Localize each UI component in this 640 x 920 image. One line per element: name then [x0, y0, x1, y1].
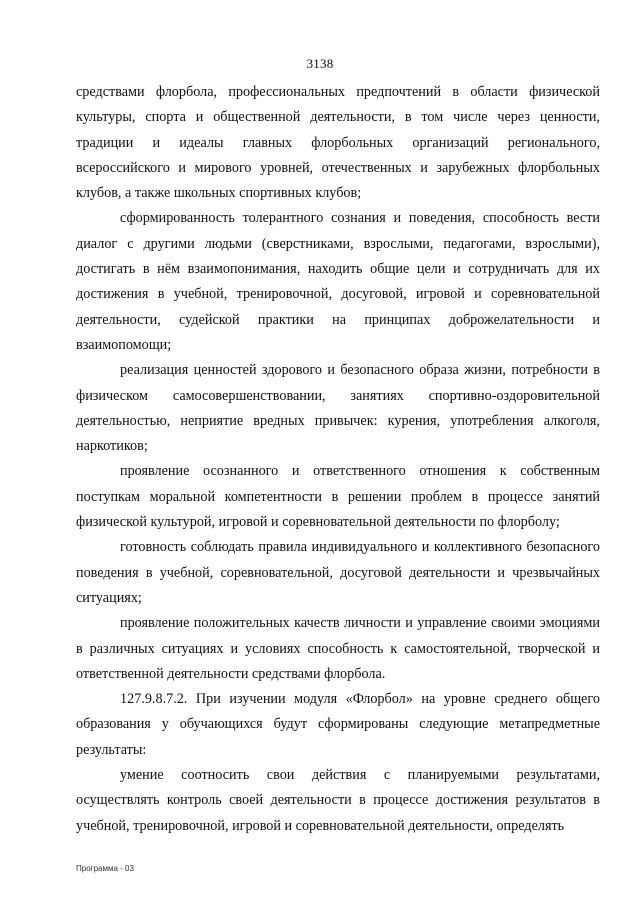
paragraph-healthy-lifestyle: реализация ценностей здорового и безопасного образа жизни, потребности в физическом самосовершенствовании, занятиях спортивно-оздоровительной деятельностью, неприятие вредных привычек: курения, употребления алкоголя, наркотиков; [76, 362, 600, 455]
paragraph-skills: умение соотносить свои действия с планируемыми результатами, осуществлять контроль своей деятельности в процессе достижения результатов в учебной, тренировочной, игровой и соревновательной деятельности, определять [76, 767, 600, 834]
paragraph-personal-qualities: проявление положительных качеств личности и управление своими эмоциями в различных ситуациях и условиях способность к самостоятельной, творческой и ответственной деятельности средствами флорбола. [76, 615, 600, 682]
paragraph-section-127-9-8-7-2: 127.9.8.7.2. При изучении модуля «Флорбол» на уровне среднего общего образования у обучающихся будут сформированы следующие метапредметные результаты: [76, 691, 600, 758]
paragraph-safety: готовность соблюдать правила индивидуального и коллективного безопасного поведения в учебной, соревновательной, досуговой деятельности и чрезвычайных ситуациях; [76, 539, 600, 606]
paragraph-tolerance: сформированность толерантного сознания и поведения, способность вести диалог с другими людьми (сверстниками, взрослыми, педагогами, взрослыми), достигать в нём взаимопонимания, находить общие цели и сотрудничать для их достижения в учебной, тренировочной, досуговой, игровой и соревновательной деятельности, судейской практики на принципах доброжелательности и взаимопомощи; [76, 210, 600, 353]
paragraph-responsibility: проявление осознанного и ответственного отношения к собственным поступкам моральной компетентности в решении проблем в процессе занятий физической культурой, игровой и соревновательной деятельности по флорболу; [76, 463, 600, 531]
paragraph-continuation: средствами флорбола, профессиональных предпочтений в области физической культуры, спорта и общественной деятельности, в том числе через ценности, традиции и идеалы главных флорбольных организаций регионального, всероссийского и мирового уровней, отечественных и зарубежных флорбольных клубов, а также школьных спортивных клубов; [76, 84, 600, 202]
body-text [76, 80, 600, 839]
page-number: 3138 [306, 56, 334, 71]
page-footer: Программа - 03 [76, 864, 134, 873]
